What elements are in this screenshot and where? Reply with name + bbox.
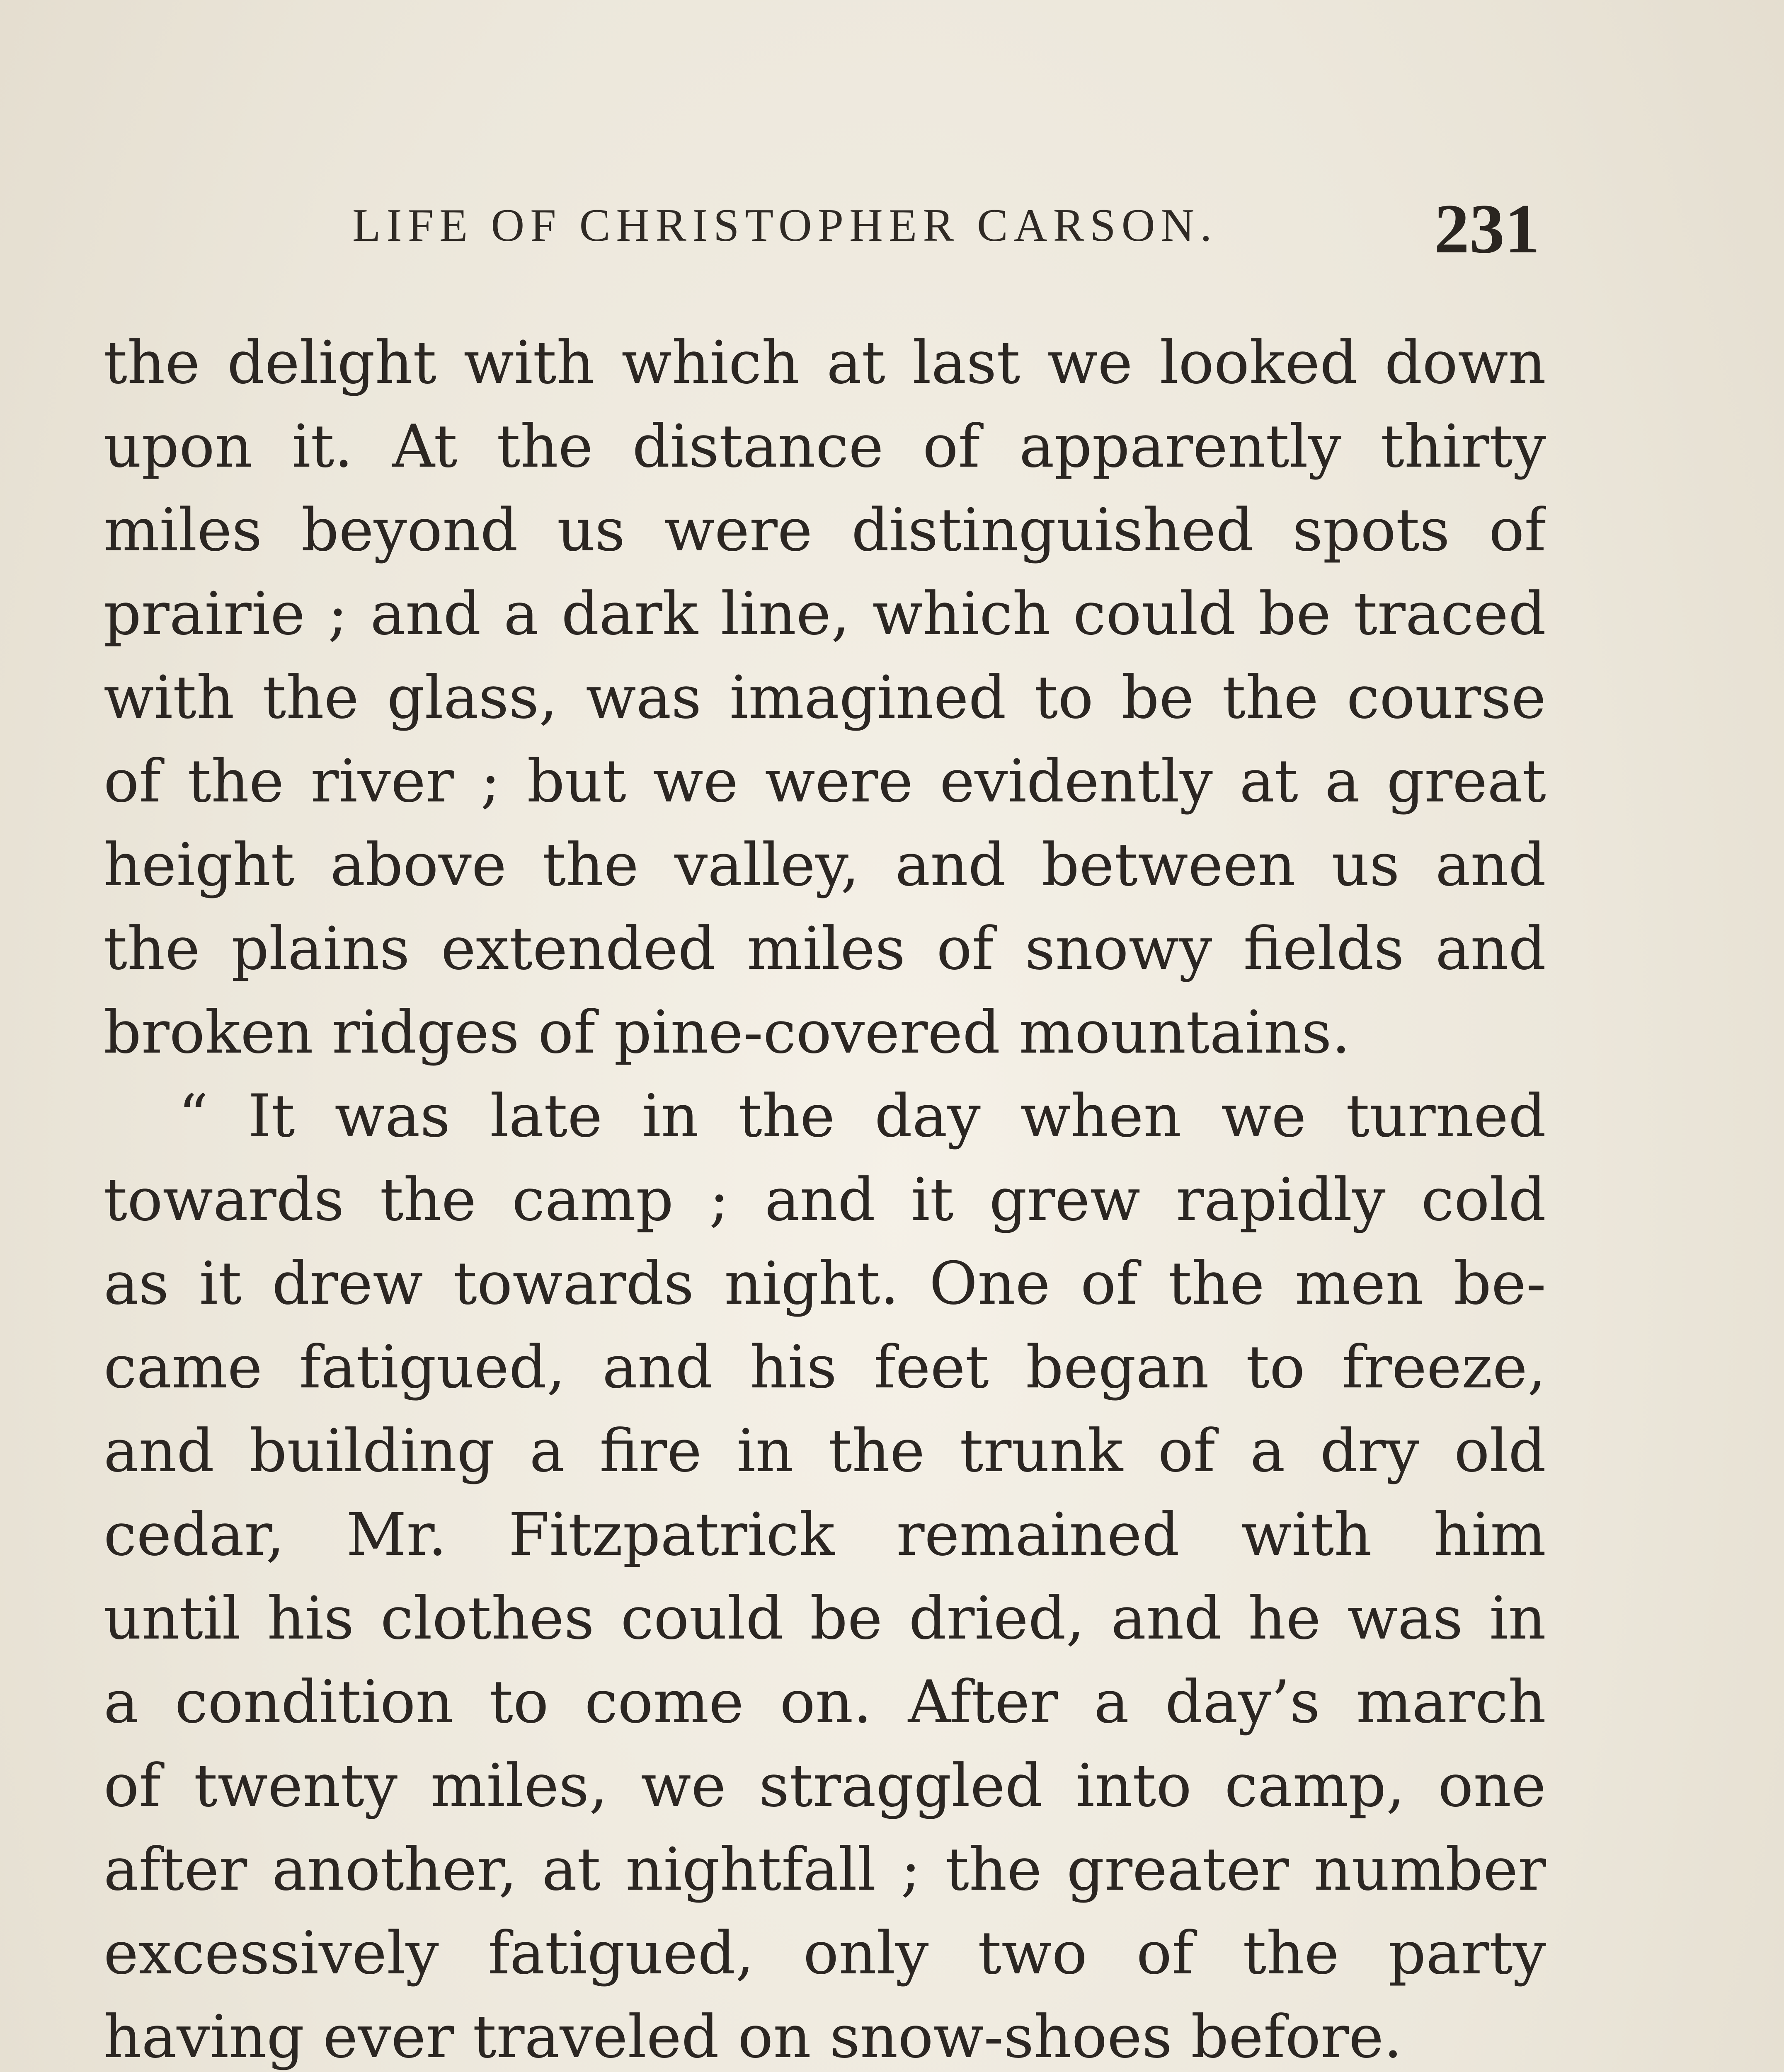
text-line: and building a fire in the trunk of a dry old (104, 1417, 1546, 1485)
body-text (104, 321, 1546, 2072)
text-line: prairie ; and a dark line, which could be traced (104, 580, 1546, 648)
text-line: miles beyond us were distinguished spots of (104, 496, 1546, 564)
text-line: cedar, Mr. Fitzpatrick remained with him (104, 1501, 1546, 1569)
text-line: excessively fatigued, only two of the party (104, 1919, 1546, 1987)
running-title: LIFE OF CHRISTOPHER CARSON. (352, 200, 1218, 251)
page-number: 231 (1434, 190, 1540, 268)
text-line: a condition to come on. After a day’s march (104, 1668, 1546, 1736)
text-line: having ever traveled on snow-shoes before. (104, 2003, 1403, 2071)
text-line: upon it. At the distance of apparently thirty (104, 412, 1546, 481)
text-line: broken ridges of pine-covered mountains. (104, 998, 1350, 1067)
text-line: towards the camp ; and it grew rapidly cold (104, 1166, 1546, 1234)
text-line: until his clothes could be dried, and he was in (104, 1584, 1546, 1653)
text-line: after another, at nightfall ; the greater number (104, 1835, 1546, 1904)
text-line: “ It was late in the day when we turned (178, 1082, 1546, 1150)
text-line: of twenty miles, we straggled into camp, one (104, 1752, 1546, 1820)
text-line: with the glass, was imagined to be the course (104, 663, 1546, 732)
text-line: the delight with which at last we looked down (104, 329, 1546, 397)
text-line: height above the valley, and between us and (104, 831, 1546, 899)
text-line: the plains extended miles of snowy fields and (104, 915, 1546, 983)
text-line: came fatigued, and his feet began to freeze, (104, 1333, 1546, 1402)
text-line: as it drew towards night. One of the men be- (104, 1249, 1546, 1318)
text-line: of the river ; but we were evidently at a great (104, 747, 1546, 816)
